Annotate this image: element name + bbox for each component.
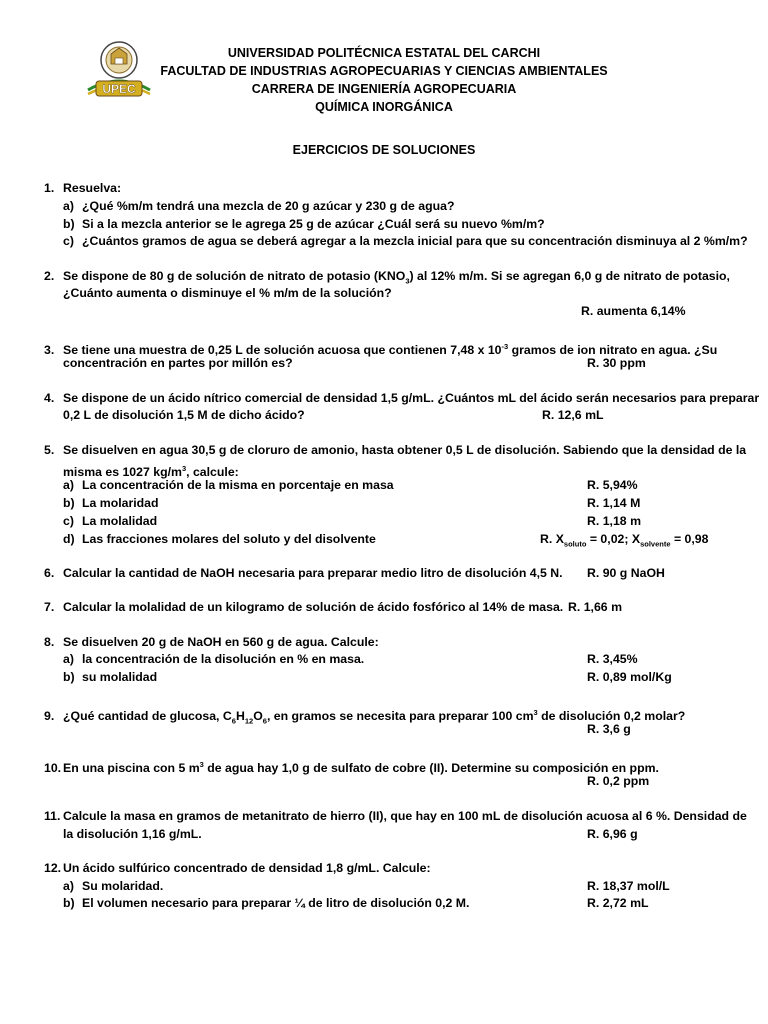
answer: R. 6,96 g xyxy=(587,826,638,841)
exercise-9: 9. ¿Qué cantidad de glucosa, $C_6H_{12}O_6$, en gramos se necesita para preparar 100 $cm^3$ de disolución 0,2 molar? R. 3,6 g xyxy=(44,704,724,740)
exercise-text: ¿Qué cantidad de glucosa, $C_6H_{12}O_6$, en gramos se necesita para preparar 100 $cm^3$ de disolución 0,2 molar? xyxy=(63,707,686,726)
exercise-text: la disolución 1,16 g/mL. xyxy=(63,826,202,841)
exercise-2: 2. Se dispone de 80 g de solución de nitrato de potasio $(KNO_3)$ al 12% m/m. Si se agregan 6,0 g de nitrato de potasio, ¿Cuánto aumenta o disminuye el % m/m de la solución? R. aumenta 6,14% xyxy=(44,268,724,321)
subquestion: b) El volumen necesario para preparar ¼ de litro de disolución 0,2 M. R. 2,72 mL xyxy=(44,895,724,913)
exercise-5: 5. Se disuelven en agua 30,5 g de cloruro de amonio, hasta obtener 0,5 L de disolución. Sabiendo que la densidad de la misma es 1027 $kg/m^3$, calcule: a) La concentración de la misma en porcentaje en masa R. 5,94% b) La molaridad R. 1,14 M c) La molalidad R. 1,18 m d) Las fracciones molares del soluto y del disolvente R. $X_{soluto} = 0,02$; $X_{solvente} = 0,98$ xyxy=(44,442,724,549)
exercise-text: Resuelva: xyxy=(63,181,122,195)
exercise-text: misma es 1027 $kg/m^3$, calcule: xyxy=(63,463,239,479)
answer: R. 3,45% xyxy=(587,652,638,667)
subquestion: b) Si a la mezcla anterior se le agrega 25 g de azúcar ¿Cuál será su nuevo %m/m? xyxy=(63,216,545,231)
exercise-text: 0,2 L de disolución 1,5 M de dicho ácido? xyxy=(63,408,305,423)
answer: R. 1,66 m xyxy=(568,600,622,615)
answer: R. 5,94% xyxy=(587,478,638,493)
exercise-10: 10. En una piscina con 5 $m^3$ de agua hay 1,0 g de sulfato de cobre (II). Determine su composición en ppm. R. 0,2 ppm xyxy=(44,756,724,792)
exercise-text: Se tiene una muestra de 0,25 L de solución acuosa que contienen 7,48 x $10^{-3}$ gramos de ion nitrato en agua. ¿Su xyxy=(63,341,718,357)
answer: R. 18,37 mol/L xyxy=(587,878,670,893)
exercise-6: 6. Calcular la cantidad de NaOH necesaria para preparar medio litro de disolución 4,5 N. R. 90 g NaOH xyxy=(44,565,724,583)
answer: R. 30 ppm xyxy=(587,356,646,371)
answer: R. 12,6 mL xyxy=(542,408,604,423)
answer: R. 3,6 g xyxy=(587,722,631,737)
exercise-text: Calcule la masa en gramos de metanitrato de hierro (II), que hay en 100 mL de disolución acuosa al 6 %. Densidad de xyxy=(63,808,747,823)
course-name: QUÍMICA INORGÁNICA xyxy=(315,100,453,114)
answer: R. 0,2 ppm xyxy=(587,774,650,789)
subquestion: a) la concentración de la disolución en % en masa. R. 3,45% xyxy=(44,651,724,669)
exercise-text: concentración en partes por millón es? xyxy=(63,356,293,371)
document-header xyxy=(0,44,768,116)
exercise-7: 7. Calcular la molalidad de un kilogramo de solución de ácido fosfórico al 14% de masa. R. 1,66 m xyxy=(44,599,724,617)
subquestion: c) ¿Cuántos gramos de agua se deberá agregar a la mezcla inicial para que su concentración disminuya al 2 %m/m? xyxy=(63,234,748,249)
exercise-8: 8. Se disuelven 20 g de NaOH en 560 g de agua. Calcule: a) la concentración de la disolución en % en masa. R. 3,45% b) su molalidad R. 0,89 mol/Kg xyxy=(44,634,724,687)
subquestion: a) ¿Qué %m/m tendrá una mezcla de 20 g azúcar y 230 g de agua? xyxy=(63,198,455,213)
exercise-text: En una piscina con 5 $m^3$ de agua hay 1,0 g de sulfato de cobre (II). Determine su composición en ppm. xyxy=(63,759,659,775)
exercise-text: Se dispone de un ácido nítrico comercial de densidad 1,5 g/mL. ¿Cuántos mL del ácido serán necesarios para preparar xyxy=(63,390,760,405)
answer: R. 1,18 m xyxy=(587,513,641,528)
answer: R. aumenta 6,14% xyxy=(581,304,686,319)
exercise-1 xyxy=(44,180,748,251)
exercise-text: Calcular la molalidad de un kilogramo de solución de ácido fosfórico al 14% de masa. xyxy=(63,600,564,615)
document-title: EJERCICIOS DE SOLUCIONES xyxy=(292,143,476,157)
answer: R. 1,14 M xyxy=(587,496,641,511)
answer: R. 90 g NaOH xyxy=(587,566,665,581)
exercise-12: 12. Un ácido sulfúrico concentrado de densidad 1,8 g/mL. Calcule: a) Su molaridad. R. 18,37 mol/L b) El volumen necesario para preparar ¼ de litro de disolución 0,2 M. R. 2,72 mL xyxy=(44,860,724,913)
answer: R. 0,89 mol/Kg xyxy=(587,670,672,685)
exercise-text: Se disuelven 20 g de NaOH en 560 g de agua. Calcule: xyxy=(63,634,379,649)
subquestion: b) La molaridad R. 1,14 M xyxy=(44,495,724,513)
answer: R. $X_{soluto} = 0,02$; $X_{solvente} = 0,98$ xyxy=(540,531,709,549)
subquestion: c) La molalidad R. 1,18 m xyxy=(44,513,724,531)
subquestion: a) La concentración de la misma en porcentaje en masa R. 5,94% xyxy=(44,477,724,495)
exercise-11: 11. Calcule la masa en gramos de metanitrato de hierro (II), que hay en 100 mL de disolución acuosa al 6 %. Densidad de la disolución 1,16 g/mL. R. 6,96 g xyxy=(44,808,724,844)
career-name: CARRERA DE INGENIERÍA AGROPECUARIA xyxy=(251,82,517,96)
exercise-text: Calcular la cantidad de NaOH necesaria para preparar medio litro de disolución 4,5 N. xyxy=(63,566,563,581)
exercise-list xyxy=(44,180,760,930)
answer: R. 2,72 mL xyxy=(587,896,649,911)
exercise-text: ¿Cuánto aumenta o disminuye el % m/m de la solución? xyxy=(63,286,392,301)
exercise-number: 1. xyxy=(44,181,55,195)
exercise-text: Se disuelven en agua 30,5 g de cloruro de amonio, hasta obtener 0,5 L de disolución. Sabiendo que la densidad de la xyxy=(63,442,747,457)
svg-text:UPEC: UPEC xyxy=(102,82,136,96)
subquestion: a) Su molaridad. R. 18,37 mol/L xyxy=(44,878,724,896)
exercise-4: 4. Se dispone de un ácido nítrico comercial de densidad 1,5 g/mL. ¿Cuántos mL del ácido serán necesarios para preparar 0,2 L de disolución 1,5 M de dicho ácido? R. 12,6 mL xyxy=(44,390,724,426)
exercise-text: Un ácido sulfúrico concentrado de densidad 1,8 g/mL. Calcule: xyxy=(63,860,431,875)
exercise-3: 3. Se tiene una muestra de 0,25 L de solución acuosa que contienen 7,48 x $10^{-3}$ gramos de ion nitrato en agua. ¿Su concentración en partes por millón es? R. 30 ppm xyxy=(44,338,724,374)
faculty-name: FACULTAD DE INDUSTRIAS AGROPECUARIAS Y CIENCIAS AMBIENTALES xyxy=(160,64,608,78)
subquestion: b) su molalidad R. 0,89 mol/Kg xyxy=(44,669,724,687)
exercise-text: Se dispone de 80 g de solución de nitrato de potasio $(KNO_3)$ al 12% m/m. Si se agregan 6,0 g de nitrato de potasio, xyxy=(63,268,730,286)
university-name: UNIVERSIDAD POLITÉCNICA ESTATAL DEL CARCHI xyxy=(227,46,541,60)
subquestion: d) Las fracciones molares del soluto y del disolvente R. $X_{soluto} = 0,02$; $X_{solvente} = 0,98$ xyxy=(44,531,724,549)
